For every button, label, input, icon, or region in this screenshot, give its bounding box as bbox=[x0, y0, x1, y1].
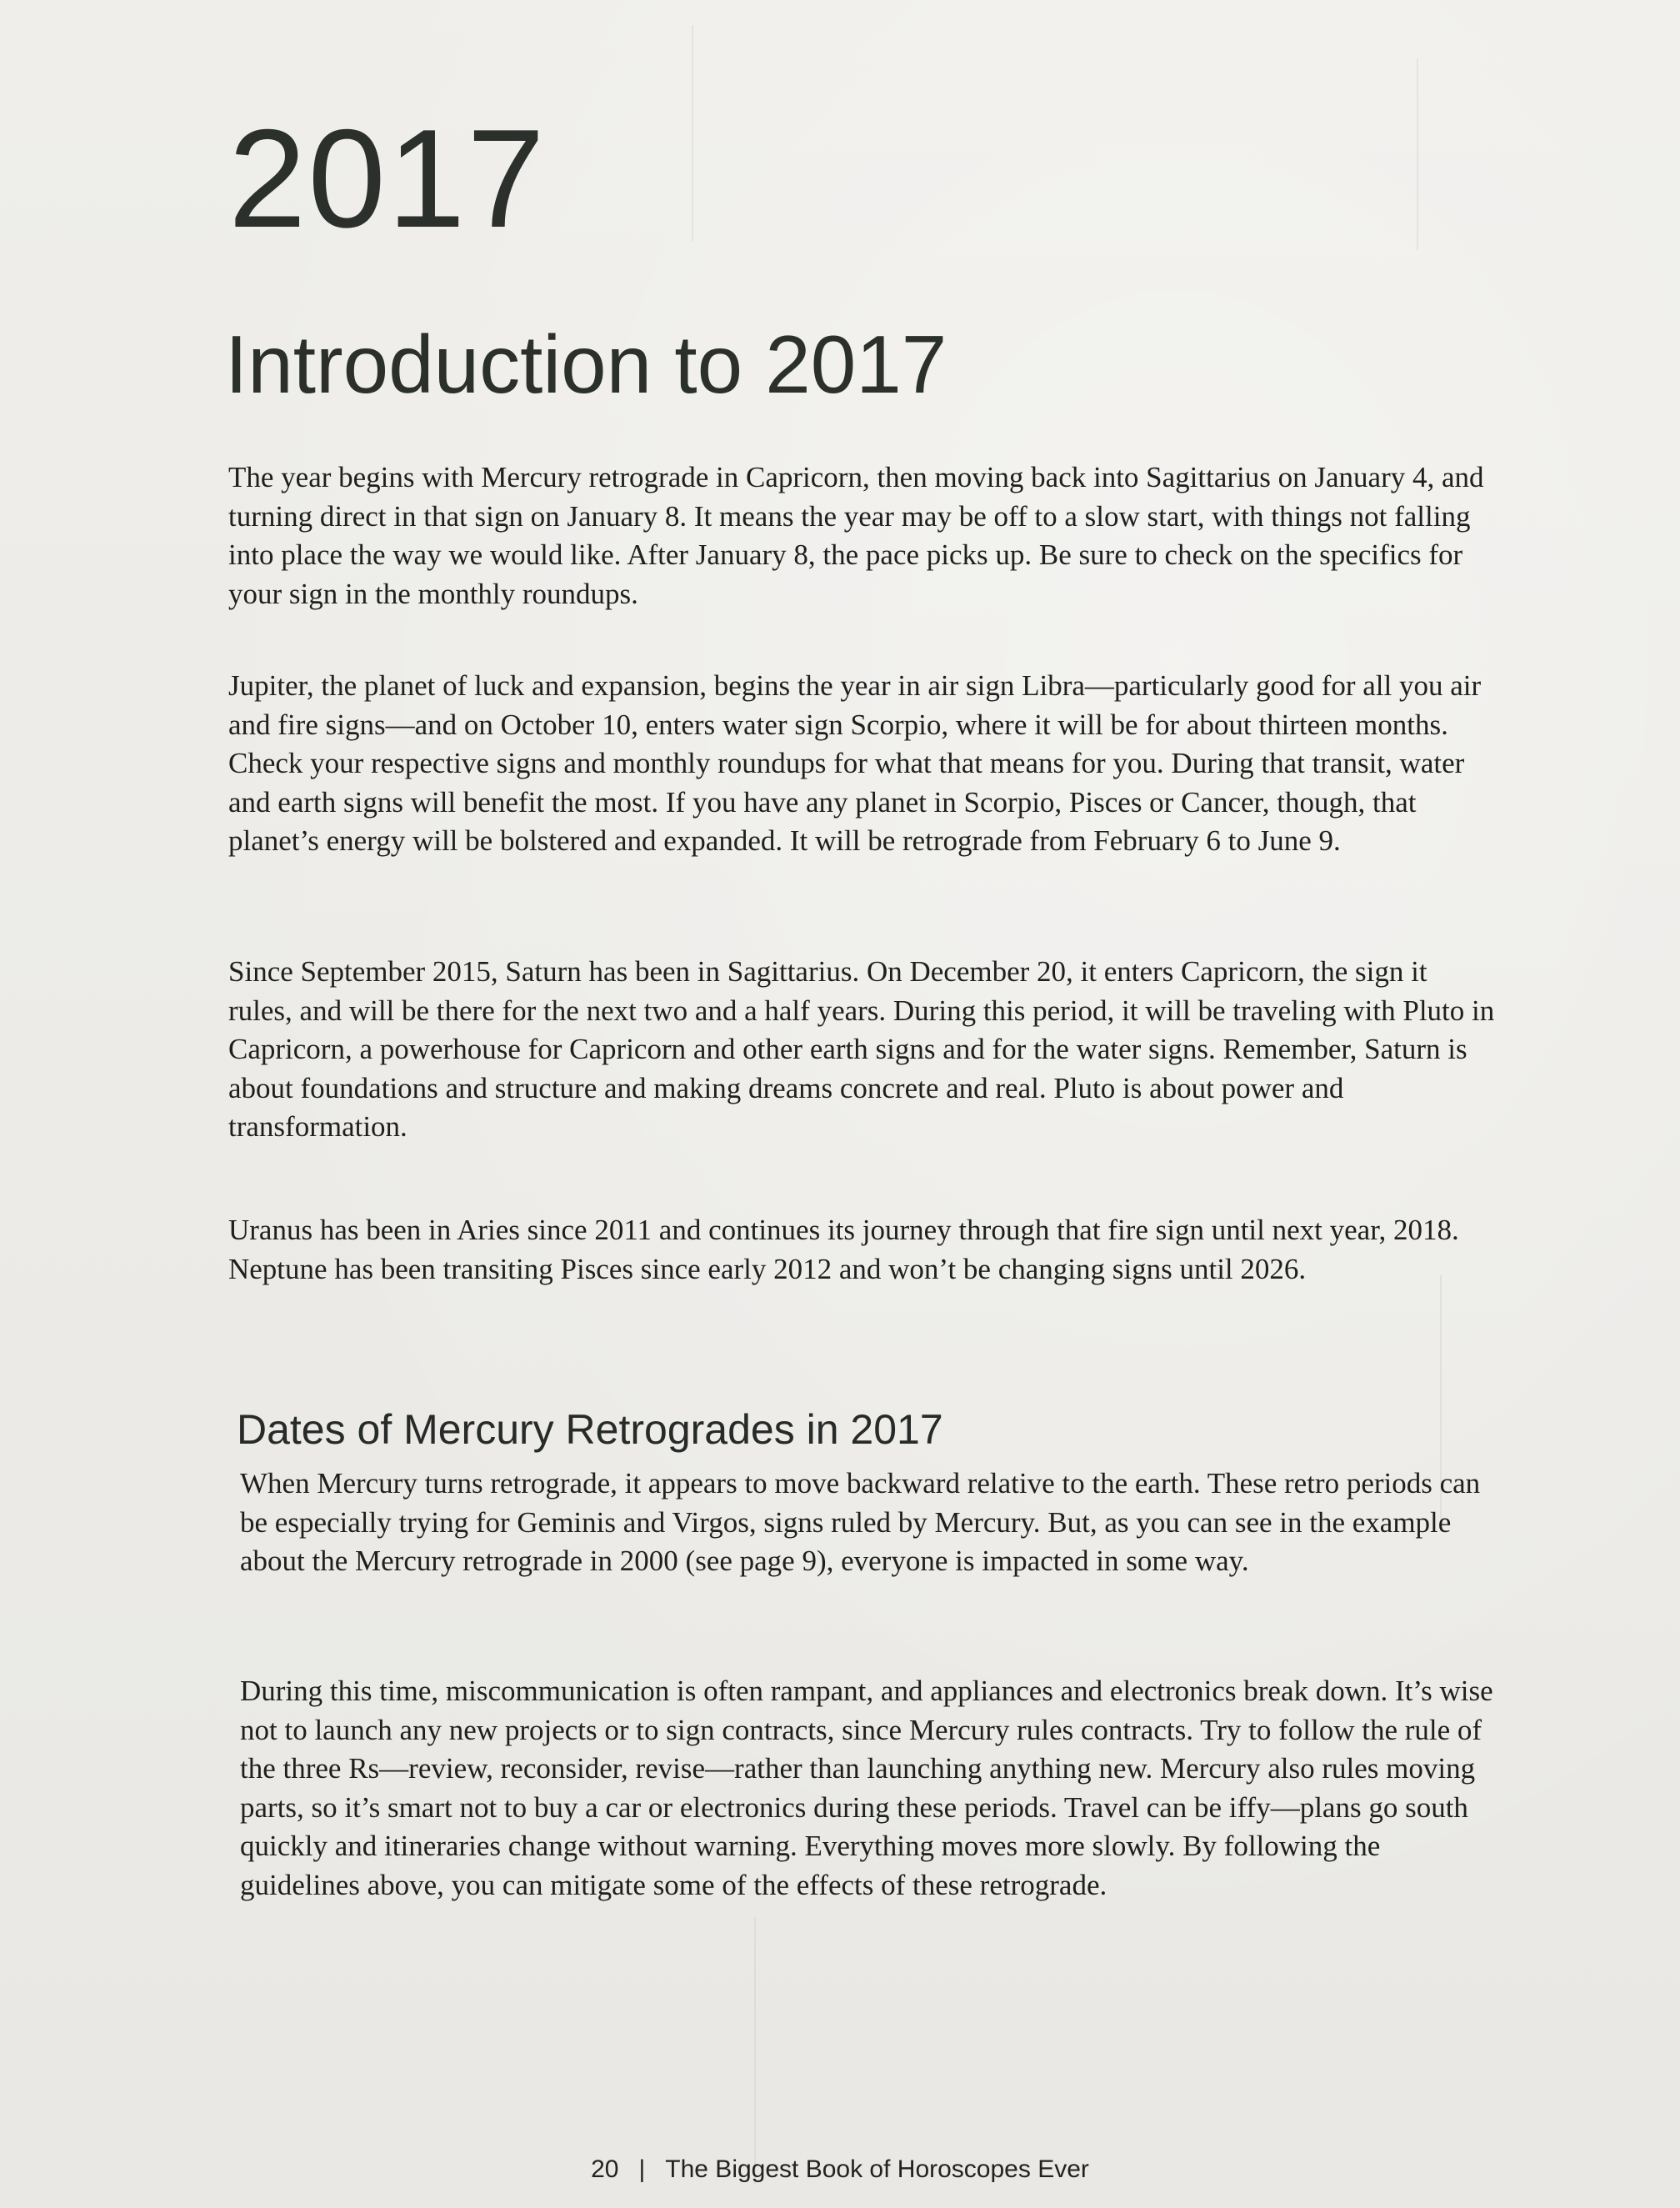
footer-separator: | bbox=[638, 2155, 646, 2183]
bleed-through-line bbox=[754, 1917, 756, 2184]
section-title: Introduction to 2017 bbox=[225, 318, 948, 410]
bleed-through-line bbox=[1417, 58, 1418, 250]
paragraph-saturn: Since September 2015, Saturn has been in Sagittarius. On December 20, it enters Capricorn, the sign it rules, and will be there for the next two and a half years. During this period, it will be traveling with Pluto in Capricorn, a powerhouse for Capricorn and other earth signs and for the water signs. Remember, Saturn is about foundations and structure and making dreams concrete and real. Pluto is about power and transformation. bbox=[228, 955, 1495, 1143]
page-number: 20 bbox=[591, 2155, 619, 2183]
paragraph-intro-mercury: The year begins with Mercury retrograde in Capricorn, then moving back into Sagittarius on January 4, and turning direct in that sign on January 8. It means the year may be off to a slow start, with things not falling into place the way we would like. After January 8, the pace picks up. Be sure to check on the specifics for your sign in the monthly roundups. bbox=[228, 461, 1484, 610]
paragraph-uranus-neptune: Uranus has been in Aries since 2011 and continues its journey through that fire sign until next year, 2018. Neptune has been transiting Pisces since early 2012 and won’t be changing signs until 2026. bbox=[228, 1214, 1459, 1285]
year-heading: 2017 bbox=[228, 100, 547, 257]
paragraph-jupiter: Jupiter, the planet of luck and expansion, begins the year in air sign Libra—particularly good for all you air and fire signs—and on October 10, enters water sign Scorpio, where it will be for about thirteen months. Check your respective signs and monthly roundups for what that means for you. During that transit, water and earth signs will benefit the most. If you have any planet in Scorpio, Pisces or Cancer, though, that planet’s energy will be bolstered and expanded. It will be retrograde from February 6 to June 9. bbox=[228, 669, 1482, 857]
page-footer bbox=[0, 2155, 1680, 2184]
paragraph-mercury-retrograde: When Mercury turns retrograde, it appears to move backward relative to the earth. These retro periods can be especially trying for Geminis and Virgos, signs ruled by Mercury. But, as you can see in the example about the Mercury retrograde in 2000 (see page 9), everyone is impacted in some way. bbox=[240, 1467, 1481, 1577]
subsection-title: Dates of Mercury Retrogrades in 2017 bbox=[237, 1406, 943, 1453]
paragraph-retrograde-advice: During this time, miscommunication is often rampant, and appliances and electronics break down. It’s wise not to launch any new projects or to sign contracts, since Mercury rules contracts. Try to follow the rule of the three Rs—review, reconsider, revise—rather than launching anything new. Mercury also rules moving parts, so it’s smart not to buy a car or electronics during these periods. Travel can be iffy—plans go south quickly and itineraries change without warning. Everything moves more slowly. By following the guidelines above, you can mitigate some of the effects of these retrograde. bbox=[240, 1675, 1493, 1901]
bleed-through-line bbox=[692, 25, 693, 242]
book-title: The Biggest Book of Horoscopes Ever bbox=[665, 2155, 1089, 2183]
